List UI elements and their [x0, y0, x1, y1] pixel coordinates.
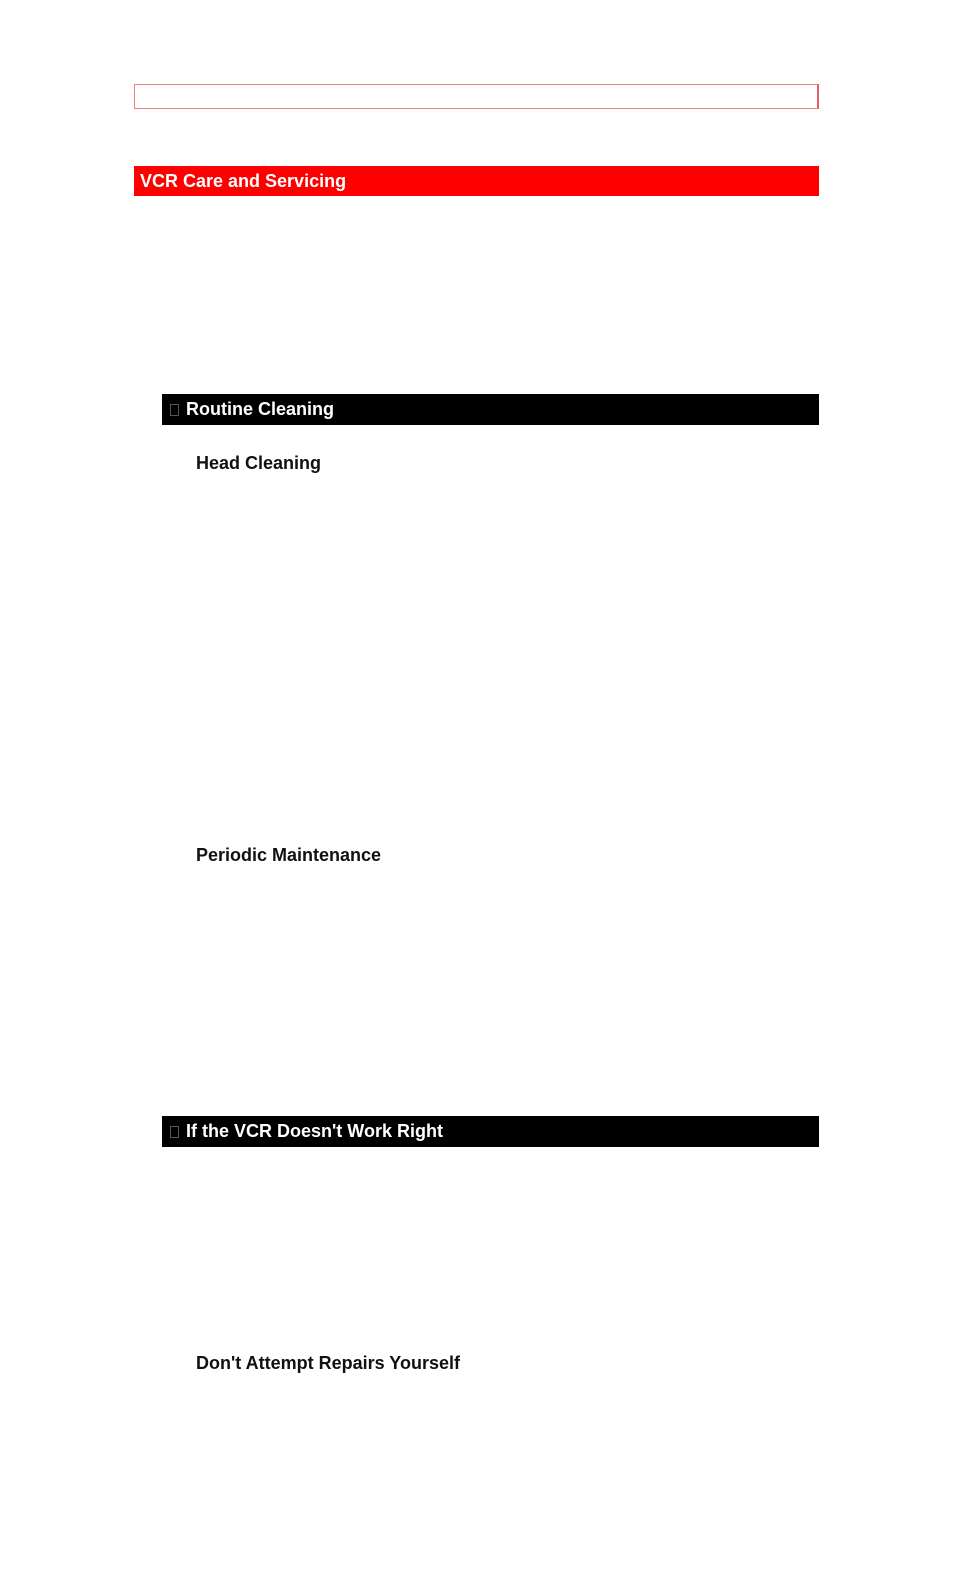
chapter-title [134, 166, 819, 196]
section-title: If the VCR Doesn't Work Right [186, 1121, 443, 1141]
chapter-title-text: VCR Care and Servicing [140, 171, 347, 191]
section-title: Routine Cleaning [186, 399, 334, 419]
subheading-periodic-maintenance: Periodic Maintenance [196, 845, 382, 865]
bullet-icon [170, 1126, 179, 1138]
section-bar-routine-cleaning [162, 394, 819, 425]
section-bar-vcr-not-working [162, 1116, 819, 1147]
header-box [134, 84, 819, 109]
subheading-dont-attempt-repairs: Don't Attempt Repairs Yourself [196, 1353, 460, 1373]
bullet-icon [170, 404, 179, 416]
subheading-head-cleaning: Head Cleaning [196, 453, 322, 473]
